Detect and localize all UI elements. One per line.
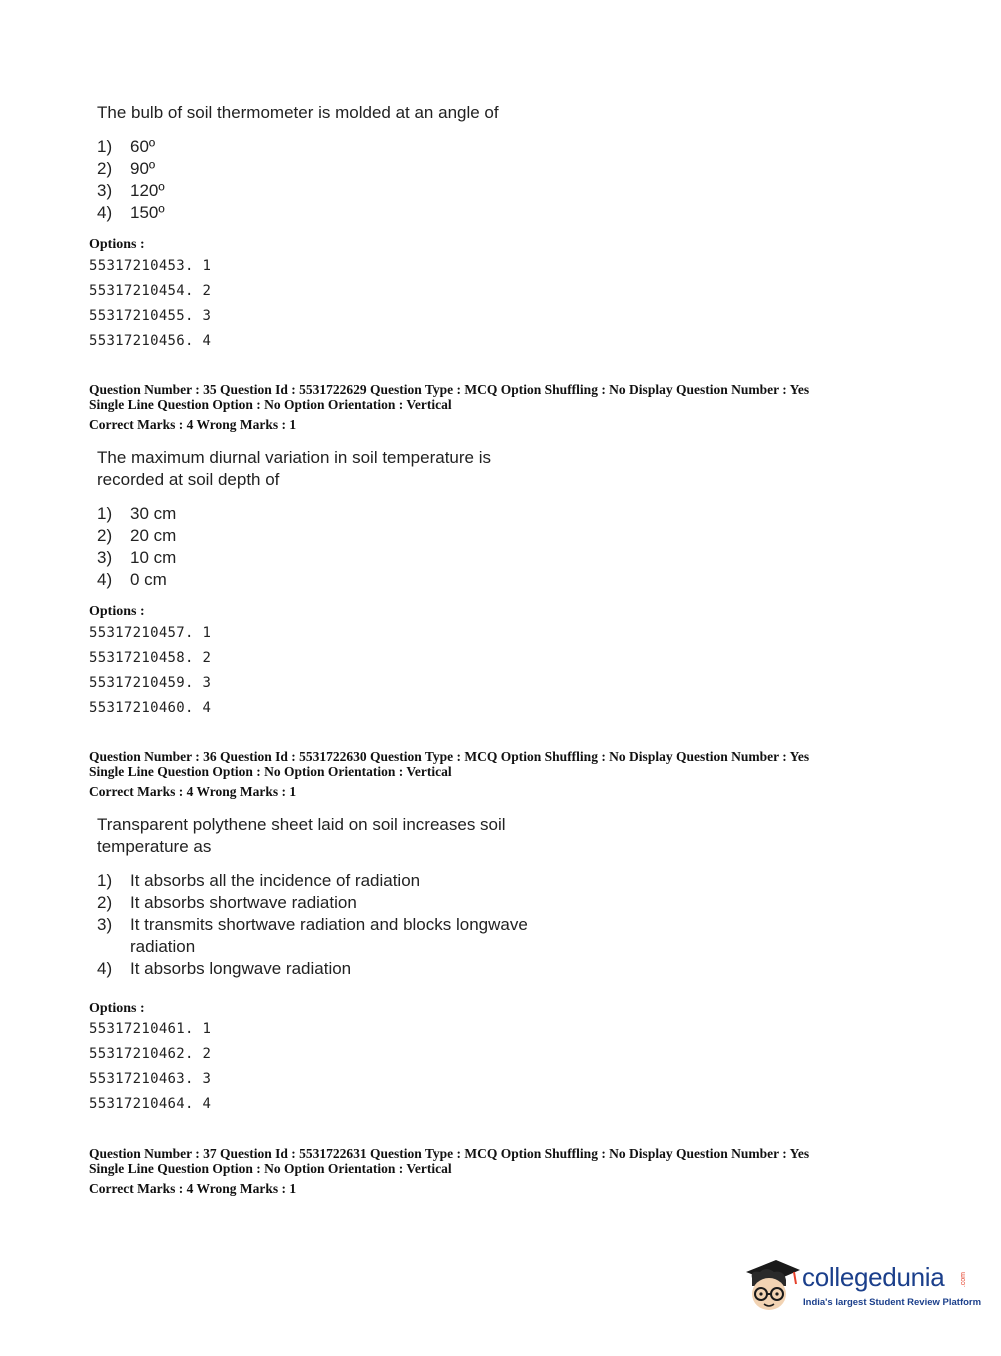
question-line: The bulb of soil thermometer is molded at an angle of <box>97 103 499 122</box>
option-number: 3) <box>97 548 113 567</box>
option-text: 150º <box>130 203 165 222</box>
option-text: It transmits shortwave radiation and blocks longwave radiation <box>130 915 533 956</box>
answer-option <box>97 180 165 202</box>
question-line: The maximum diurnal variation in soil temperature is <box>97 448 491 467</box>
answer-options <box>97 136 165 224</box>
option-id: 55317210458. 2 <box>89 650 212 666</box>
option-number: 2) <box>97 159 113 178</box>
option-id: 55317210464. 4 <box>89 1096 212 1112</box>
option-text: It absorbs all the incidence of radiation <box>130 871 421 890</box>
meta-line: Question Number : 35 Question Id : 5531722629 Question Type : MCQ Option Shuffling : No Display Question Number : Yes <box>89 382 810 397</box>
answer-option <box>97 870 550 892</box>
option-number: 2) <box>97 893 113 912</box>
question-text <box>97 814 506 858</box>
meta-line: Single Line Question Option : No Option Orientation : Vertical <box>89 1161 452 1176</box>
option-number: 3) <box>97 181 113 200</box>
option-id: 55317210454. 2 <box>89 283 212 299</box>
answer-option <box>97 525 176 547</box>
option-number: 1) <box>97 137 113 156</box>
option-text: 10 cm <box>130 548 177 567</box>
options-label: Options : <box>89 237 145 252</box>
meta-line: Single Line Question Option : No Option Orientation : Vertical <box>89 764 452 779</box>
option-number: 3) <box>97 915 113 934</box>
option-text: 30 cm <box>130 504 177 523</box>
question-meta <box>89 382 809 432</box>
option-id: 55317210462. 2 <box>89 1046 212 1062</box>
question-text <box>97 102 499 124</box>
option-text: 0 cm <box>130 570 167 589</box>
option-text: It absorbs shortwave radiation <box>130 893 357 912</box>
marks-line: Correct Marks : 4 Wrong Marks : 1 <box>89 1181 297 1196</box>
mascot-icon <box>742 1250 802 1320</box>
option-id-list <box>89 621 211 721</box>
option-id: 55317210456. 4 <box>89 333 212 349</box>
answer-option <box>97 914 550 958</box>
option-number: 4) <box>97 959 113 978</box>
answer-options <box>97 503 176 591</box>
answer-option <box>97 892 550 914</box>
option-number: 2) <box>97 526 113 545</box>
collegedunia-logo <box>742 1250 982 1320</box>
answer-options <box>97 870 550 980</box>
option-text: 20 cm <box>130 526 177 545</box>
answer-option <box>97 136 165 158</box>
option-id: 55317210459. 3 <box>89 675 212 691</box>
marks-line: Correct Marks : 4 Wrong Marks : 1 <box>89 417 297 432</box>
option-text: 90º <box>130 159 156 178</box>
option-number: 4) <box>97 203 113 222</box>
option-number: 1) <box>97 504 113 523</box>
question-line: Transparent polythene sheet laid on soil increases soil <box>97 815 506 834</box>
meta-line: Single Line Question Option : No Option Orientation : Vertical <box>89 397 452 412</box>
option-id: 55317210455. 3 <box>89 308 212 324</box>
question-line: temperature as <box>97 837 212 856</box>
option-text: 120º <box>130 181 165 200</box>
option-id: 55317210457. 1 <box>89 625 212 641</box>
option-id-list <box>89 1017 211 1117</box>
option-id: 55317210460. 4 <box>89 700 212 716</box>
question-meta <box>89 1146 809 1196</box>
option-number: 4) <box>97 570 113 589</box>
option-number: 1) <box>97 871 113 890</box>
logo-tagline: India's largest Student Review Platform <box>803 1297 982 1308</box>
answer-option <box>97 503 176 525</box>
marks-line: Correct Marks : 4 Wrong Marks : 1 <box>89 784 297 799</box>
option-id: 55317210453. 1 <box>89 258 212 274</box>
option-id-list <box>89 254 211 354</box>
answer-option <box>97 569 176 591</box>
option-id: 55317210461. 1 <box>89 1021 212 1037</box>
logo-wordmark: collegedunia <box>802 1262 945 1292</box>
option-id: 55317210463. 3 <box>89 1071 212 1087</box>
question-meta <box>89 749 809 799</box>
question-line: recorded at soil depth of <box>97 470 280 489</box>
question-text <box>97 447 491 491</box>
option-text: It absorbs longwave radiation <box>130 959 352 978</box>
options-label: Options : <box>89 604 145 619</box>
answer-option <box>97 158 165 180</box>
answer-option <box>97 202 165 224</box>
meta-line: Question Number : 36 Question Id : 5531722630 Question Type : MCQ Option Shuffling : No Display Question Number : Yes <box>89 749 810 764</box>
option-text: 60º <box>130 137 156 156</box>
logo-suffix: .com <box>960 1272 967 1288</box>
meta-line: Question Number : 37 Question Id : 5531722631 Question Type : MCQ Option Shuffling : No Display Question Number : Yes <box>89 1146 810 1161</box>
answer-option <box>97 958 550 980</box>
options-label: Options : <box>89 1001 145 1016</box>
answer-option <box>97 547 176 569</box>
